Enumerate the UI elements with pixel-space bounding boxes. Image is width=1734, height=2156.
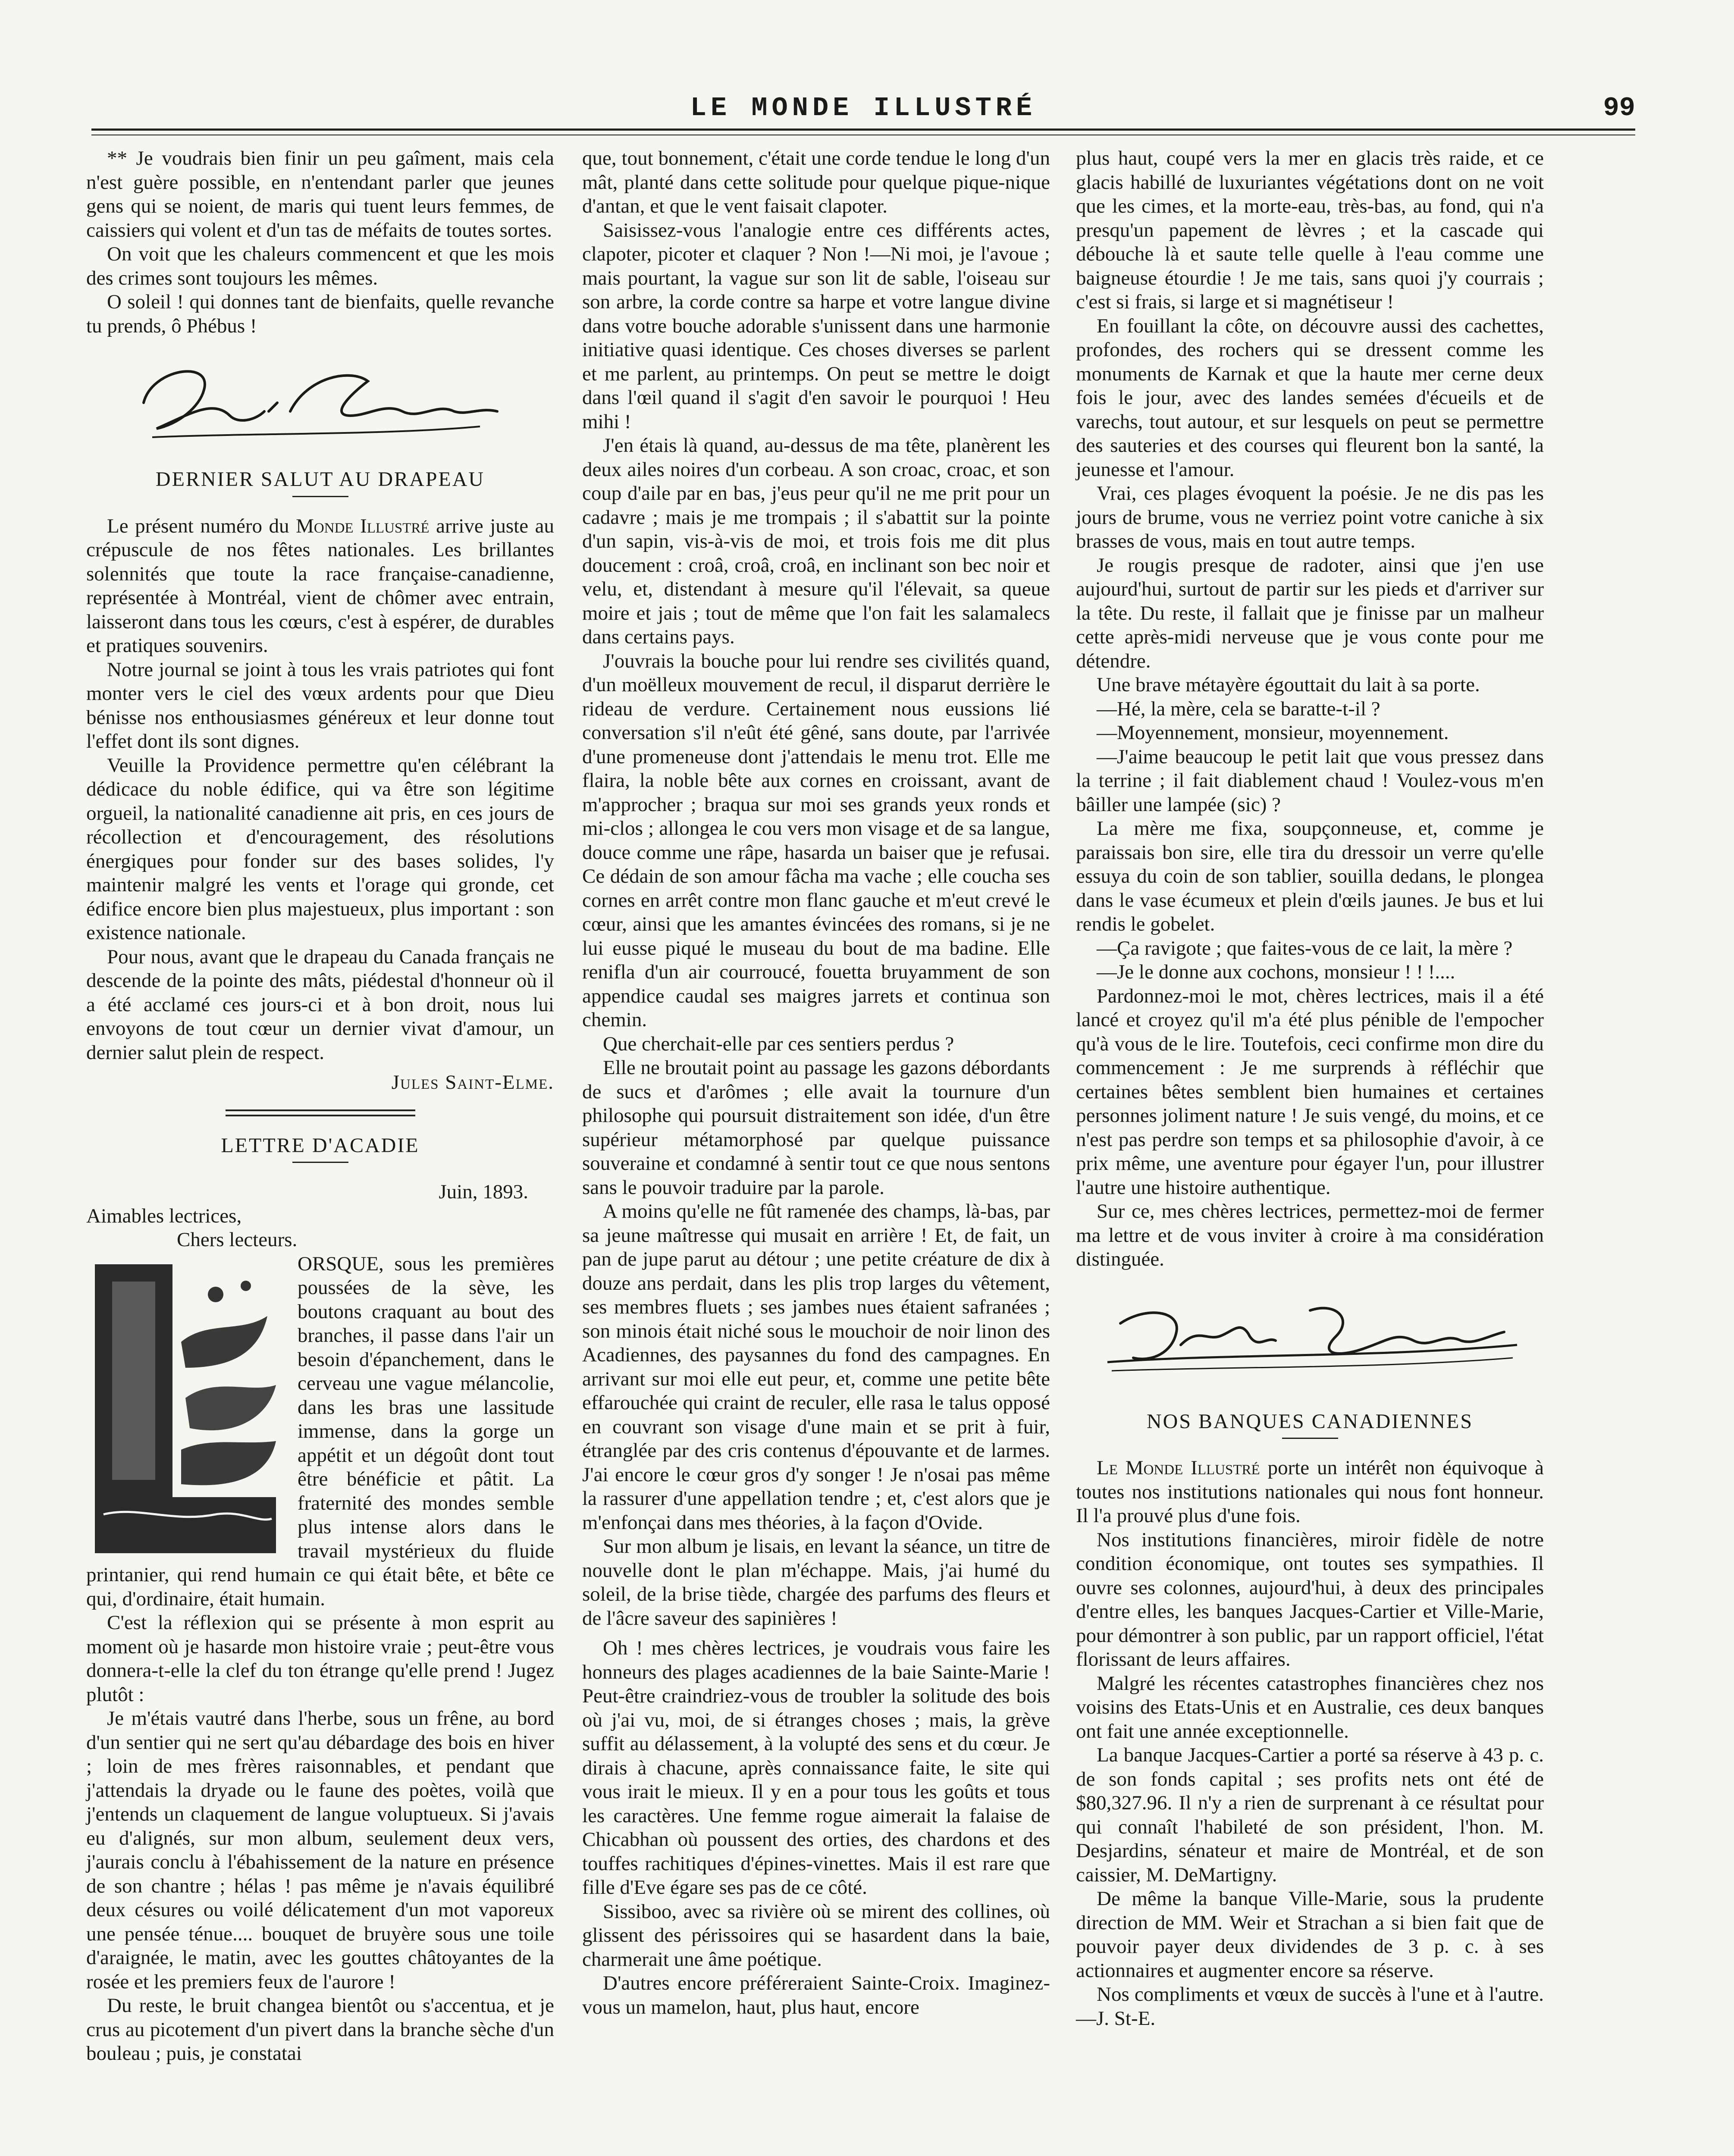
section-title-lettre-acadie: LETTRE D'ACADIE — [221, 1134, 420, 1157]
paragraph: O soleil ! qui donnes tant de bienfaits, quelle revanche tu prends, ô Phébus ! — [86, 291, 554, 337]
paragraph: Notre journal se joint à tous les vrais patriotes qui font monter vers le ciel des vœux ardents pour que Dieu bénisse nos enthousiasmes généreux et leur donne tout l'effet dont ils sont dignes. — [86, 658, 554, 752]
paragraph: Le Monde Illustré porte un intérêt non équivoque à toutes nos institutions nationales qui nous font honneur. Il l'a prouvé plus d'une fois. — [1076, 1457, 1544, 1527]
paragraph: La banque Jacques-Cartier a porté sa réserve à 43 p. c. de son fonds capital ; ses profits nets ont été de $80,327.96. Il n'y a rien de surprenant à ce résultat pour qui connaît l'habileté de son président, l'hon. M. Desjardins, sénateur et maire de Montréal, et de son caissier, M. DeMartigny. — [1076, 1744, 1544, 1886]
paragraph: Je m'étais vautré dans l'herbe, sous un frêne, au bord d'un sentier qui ne sert qu'au débardage des bois en hiver ; loin de mes frères raisonnables, et pendant que j'attendais la dryade ou le faune des poètes, voilà que j'entends un claquement de langue voluptueux. Si j'avais eu d'alignés, sur mon album, seulement deux vers, j'aurais conclu à l'ébahissement de la nature en présence de son chantre ; hélas ! pas même je n'avais équilibré deux césures ou voilé délicatement d'un mot vaporeux une pensée ténue.... bouquet de bruyère sous une toile d'araignée, le matin, avec les gouttes châtoyantes de la rosée et les premiers feux de l'aurore ! — [86, 1707, 554, 1993]
paragraph: J'ouvrais la bouche pour lui rendre ses civilités quand, d'un moëlleux mouvement de recul, il disparut derrière le rideau de verdure. Certainement nous eussions lié conversation s'il n'eût été gêné, sans doute, par l'arrivée d'une promeneuse dont j'attendais le menu trot. Elle me flaira, la noble bête aux cornes en croissant, avant de m'approcher ; braqua sur moi ses grands yeux ronds et mi-clos ; allongea le cou vers mon visage et de sa langue, douce comme une râpe, hasarda un baiser que je refusai. Ce dédain de son amour fâcha ma vache ; elle coucha ses cornes en arrêt contre mon flanc gauche et m'eut crevé le cœur, ainsi que les amantes évincées des romans, si je ne lui eusse piqué le museau du bout de ma badine. Elle renifla d'un air courroucé, fouetta bruyamment de son appendice caudal ses maigres jarrets et continua son chemin. — [582, 649, 1050, 1031]
paragraph: Nos compliments et vœux de succès à l'une et à l'autre.—J. St-E. — [1076, 1983, 1544, 2030]
paragraph: C'est la réflexion qui se présente à mon esprit au moment où je hasarde mon histoire vraie ; peut-être vous donnera-t-elle la clef du ton étrange qu'elle prend ! Jugez plutôt : — [86, 1611, 554, 1706]
letter-date: Juin, 1893. — [439, 1181, 528, 1203]
section-rule — [292, 496, 348, 497]
dialogue-line: —Je le donne aux cochons, monsieur ! ! !.... — [1097, 961, 1455, 983]
paragraph: Sur mon album je lisais, en levant la séance, un titre de nouvelle dont le plan m'échappe. Mais, j'ai humé du soleil, de la brise tiède, chargée des parfums des fleurs et de l'âcre saveur des sapinières ! — [582, 1535, 1050, 1630]
masthead — [91, 88, 1635, 127]
section-title-banques: NOS BANQUES CANADIENNES — [1146, 1410, 1474, 1433]
letter-greeting: Aimables lectrices, — [86, 1204, 242, 1227]
paragraph: Nos institutions financières, miroir fidèle de notre condition économique, ont toutes ses sympathies. Il ouvre ses colonnes, aujourd'hui, à deux des principales d'entre elles, les banques Jacques-Cartier et Ville-Marie, pour démontrer à son public, par un rapport officiel, l'état florissant de leurs affaires. — [1076, 1528, 1544, 1670]
dialogue-line: —J'aime beaucoup le petit lait que vous pressez dans la terrine ; il fait diablement chaud ! Voulez-vous m'en bâiller une lampée (sic) ? — [1076, 745, 1544, 816]
paragraph: Malgré les récentes catastrophes financières chez nos voisins des Etats-Unis et en Australie, ces deux banques ont fait une année exceptionnelle. — [1076, 1672, 1544, 1742]
section-divider — [226, 1109, 415, 1111]
section-title-dernier-salut: DERNIER SALUT AU DRAPEAU — [155, 468, 485, 491]
paragraph: Une brave métayère égouttait du lait à sa porte. — [1097, 674, 1480, 696]
paragraph: Le présent numéro du Monde Illustré arrive juste au crépuscule de nos fêtes nationales. Les brillantes solennités que toute la race française-canadienne, représentée à Montréal, vient de chômer avec entrain, laisseront dans tous les cœurs, c'est à espérer, de durables et pratiques souvenirs. — [86, 514, 554, 657]
paragraph: plus haut, coupé vers la mer en glacis très raide, et ce glacis habillé de luxuriantes végétations dont on ne voit que les cimes, et la morte-eau, très-bas, au fond, qui n'a presqu'un papement de lèvres ; et la cascade qui débouche là et saute telle quelle à l'eau comme une baigneuse étourdie ! Je me tais, sans quoi j'y courrais ; c'est si frais, si large et si magnétiseur ! — [1076, 147, 1544, 313]
paragraph: De même la banque Ville-Marie, sous la prudente direction de MM. Weir et Strachan a si bien fait que de pouvoir payer deux dividendes de 3 p. c. à ses actionnaires et augmenter encore sa réserve. — [1076, 1887, 1544, 1982]
paragraph: Je rougis presque de radoter, ainsi que j'en use aujourd'hui, surtout de partir sur les pieds et d'arriver sur la tête. Du reste, il fallait que je finisse par un malheur cette après-midi nerveuse que je vous conte pour me détendre. — [1076, 554, 1544, 672]
paragraph: En fouillant la côte, on découvre aussi des cachettes, profondes, des rochers qui se dressent comme les monuments de Karnak et que la haute mer cerne deux fois le jour, avec des landes semées d'écueils et de varechs, tout autour, et sur lesquels on peut se permettre des sauteries et des courses qui fleurent bon la santé, la jeunesse et l'amour. — [1076, 314, 1544, 481]
paragraph: Pardonnez-moi le mot, chères lectrices, mais il a été lancé et croyez qu'il m'a été plus pénible de l'empocher qu'à vous de le lire. Toutefois, ceci confirme mon dire du commencement : Je me surprends à réfléchir que certaines bêtes semblent bien humaines et certaines personnes joliment nature ! Je suis vengé, du moins, et ce n'est pas perdre son temps et sa philosophie d'avoir, à ce prix même, une aventure pour égayer l'un, pour illustrer l'autre une histoire authentique. — [1076, 984, 1544, 1199]
paragraph: que, tout bonnement, c'était une corde tendue le long d'un mât, planté dans cette solitude pour quelque pique-nique d'antan, et que le vent faisait clapoter. — [582, 147, 1050, 217]
paragraph: On voit que les chaleurs commencent et que les mois des crimes sont toujours les mêmes. — [86, 243, 554, 289]
paragraph: Elle ne broutait point au passage les gazons débordants de sucs et d'arômes ; elle avait la tournure d'un philosophe qui poursuit distraitement son idée, d'un être supérieur métamorphosé par quelque puissance souveraine et condamné à sentir tout ce que nous sentons sans le pouvoir traduire par la parole. — [582, 1056, 1050, 1199]
paragraph: Veuille la Providence permettre qu'en célébrant la dédicace du noble édifice, qui va être son légitime orgueil, la nationalité canadienne ait pris, en ces jours de récollection et d'encouragement, des résolutions énergiques pour fonder sur des bases solides, l'y maintenir malgré les vents et l'orage qui gronde, cet édifice encore bien plus majestueux, plus important : son existence nationale. — [86, 754, 554, 944]
dropcap-l-illustration — [86, 1256, 285, 1557]
paragraph: Pour nous, avant que le drapeau du Canada français ne descende de la pointe des mâts, piédestal d'honneur où il a été acclamé ces jours-ci et à bon droit, nous lui envoyons de tout cœur un dernier vivat d'amour, un dernier salut plein de respect. — [86, 945, 554, 1064]
paragraph: Sur ce, mes chères lectrices, permettez-moi de fermer ma lettre et de vous inviter à croire à ma considération distinguée. — [1076, 1200, 1544, 1270]
letter-greeting: Chers lecteurs. — [177, 1228, 298, 1251]
signature-lanos — [1094, 1285, 1526, 1384]
paragraph: La mère me fixa, soupçonneuse, et, comme je paraissais bon sire, elle tira du dressoir un verre qu'elle essuya du coin de son tablier, souilla dedans, le plongea dans le vase écumeux et plein d'œils jaunes. Je bus et lui rendis le gobelet. — [1076, 817, 1544, 935]
section-divider — [226, 1115, 415, 1116]
dropcap-paragraph: ORSQUE, sous les premières poussées de la sève, les boutons craquant au bout des branches, il passe dans l'air un besoin d'épanchement, dans le cerveau une vague mélancolie, dans les bras une lassitude immense, dans la gorge un appétit et un dégoût dont tout être bénéficie et pâtit. La fraternité des mondes semble plus intense alors dans le travail mystérieux du fluide printanier, qui rend humain ce qui était bête, et bête ce qui, d'ordinaire, était humain. — [86, 1252, 554, 1610]
section-rule — [1282, 1438, 1338, 1439]
column-2 — [582, 147, 1050, 2019]
paragraph: Sissiboo, avec sa rivière où se mirent des collines, où glissent des périssoires qui se hasardent dans la baie, charmerait une âme poétique. — [582, 1900, 1050, 1971]
signature-ledieu — [126, 351, 514, 450]
section-rule — [292, 1162, 348, 1163]
paragraph: D'autres encore préféreraient Sainte-Croix. Imaginez-vous un mamelon, haut, plus haut, encore — [582, 1972, 1050, 2018]
dialogue-line: —Moyennement, monsieur, moyennement. — [1097, 721, 1449, 744]
paragraph: ** Je voudrais bien finir un peu gaîment, mais cela n'est guère possible, en n'entendant parler que jeunes gens qui se noient, de maris qui tuent leurs femmes, de caissiers qui volent et d'un tas de méfaits de toutes sortes. — [86, 147, 554, 241]
author-signature: Jules Saint-Elme. — [391, 1071, 554, 1094]
newspaper-title: LE MONDE ILLUSTRÉ — [690, 93, 1037, 123]
paragraph: Que cherchait-elle par ces sentiers perdus ? — [603, 1032, 954, 1055]
paragraph: Oh ! mes chères lectrices, je voudrais vous faire les honneurs des plages acadiennes de la baie Sainte-Marie ! Peut-être craindriez-vous de troubler la solitude des bois où j'ai vu, moi, de si étranges choses ; mais, la grève suffit au délassement, à la volupté des sens et du cœur. Je dirais à chacune, après connaissance faite, le site qui vous irait le mieux. Il y en a pour tous les goûts et tous les caractères. Une femme rogue aimerait la falaise de Chicabhan où poussent des orties, des chardons et des touffes rachitiques d'épines-vinettes. Mais il est rare que fille d'Eve égare ses pas de ce côté. — [582, 1637, 1050, 1899]
dialogue-line: —Ça ravigote ; que faites-vous de ce lait, la mère ? — [1097, 937, 1513, 959]
column-3 — [1076, 147, 1544, 2031]
paragraph: A moins qu'elle ne fût ramenée des champs, là-bas, par sa jeune maîtresse qui musait en arrière ! Et, de fait, un pan de jupe parut au détour ; une petite créature de dix à douze ans perdait, dans les plis trop larges du vêtement, ses membres fluets ; ses jambes nues étaient safranées ; son minois était niché sous le mouchoir de noir linon des Acadiennes, des paysannes du fond des campagnes. En arrivant sur moi elle eut peur, et, comme une petite bête effarouchée qui craint de reculer, elle rasa le talus opposé en couvrant son visage d'une main et se prit à fuir, étranglée par des cris contenus d'épouvante et de larmes. J'ai encore le cœur gros d'y songer ! Je n'osai pas même la rassurer d'une appellation tendre ; et, c'est alors que je m'enfonçai dans mes théories, à la façon d'Ovide. — [582, 1200, 1050, 1534]
paragraph: Saisissez-vous l'analogie entre ces différents actes, clapoter, picoter et claquer ? Non !—Ni moi, je l'avoue ; mais pourtant, la vague sur son lit de sable, l'oiseau sur son arbre, la corde contre sa harpe et votre langue divine dans votre bouche adorable s'unissent dans une harmonie initiative quasi identique. Ces choses diverses se parlent et me parlent, au printemps. On peut se mettre le doigt dans l'œil quand il s'agit d'en savoir le pourquoi ! Heu mihi ! — [582, 219, 1050, 433]
dialogue-line: —Hé, la mère, cela se baratte-t-il ? — [1097, 697, 1380, 720]
paragraph: J'en étais là quand, au-dessus de ma tête, planèrent les deux ailes noires d'un corbeau. A son croac, croac, et son coup d'aile par en bas, j'eus peur qu'il ne me prit pour un cadavre ; mais je me trompais ; il s'abattit sur la pointe d'un sapin, vis-à-vis de moi, et trois fois me dit plus doucement : croâ, croâ, croâ, en inclinant son bec noir et velu, et, distendant à mesure qu'il l'élevait, sa queue moire et jais ; tout de même que l'on fait les salamalecs dans certains pays. — [582, 434, 1050, 648]
paragraph: Vrai, ces plages évoquent la poésie. Je ne dis pas les jours de brume, vous ne verriez point votre caniche à six brasses de vous, mais en tout autre temps. — [1076, 482, 1544, 552]
header-rule — [91, 128, 1635, 131]
page-number: 99 — [1603, 93, 1635, 123]
dropcap-block — [86, 1252, 554, 1611]
paragraph: Du reste, le bruit changea bientôt ou s'accentua, et je crus au picotement d'un pivert dans la branche sèche d'un bouleau ; puis, je constatai — [86, 1994, 554, 2065]
column-1 — [86, 147, 554, 2066]
